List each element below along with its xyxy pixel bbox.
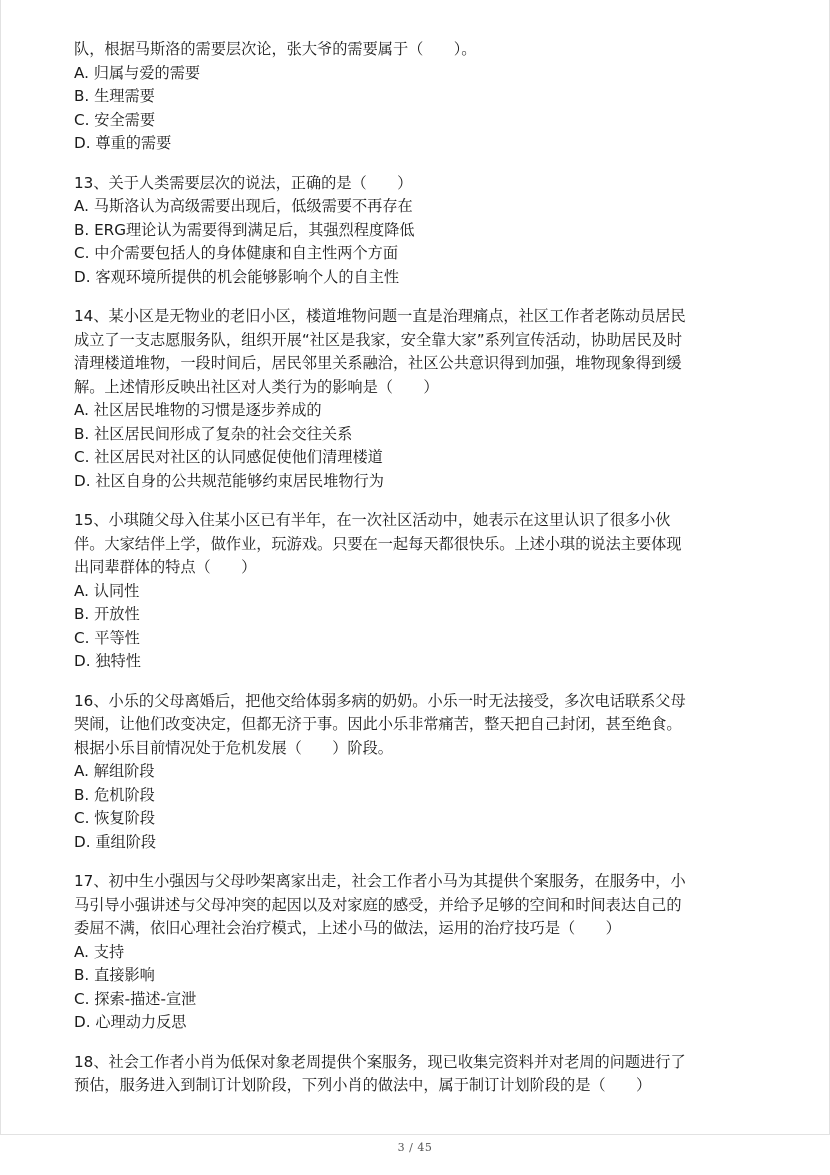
option-c: C. 安全需要 [74, 110, 156, 129]
option-c: C. 中介需要包括人的身体健康和自主性两个方面 [74, 244, 399, 262]
option-d: D. 重组阶段 [74, 832, 157, 851]
option-c: C. 社区居民对社区的认同感促使他们清理楼道 [74, 448, 383, 466]
question-stem-line: 13、关于人类需要层次的说法，正确的是（ ） [74, 173, 413, 192]
option-b: B. ERG理论认为需要得到满足后，其强烈程度降低 [74, 220, 415, 239]
option-b: B. 危机阶段 [74, 785, 155, 804]
question-block [74, 305, 764, 493]
question-stem-line: 15、小琪随父母入住某小区已有半年，在一次社区活动中，她表示在这里认识了很多小伙 [74, 511, 671, 529]
question-stem-line: 17、初中生小强因与父母吵架离家出走，社会工作者小马为其提供个案服务，在服务中，小 [74, 872, 686, 890]
question-stem-line: 18、社会工作者小肖为低保对象老周提供个案服务，现已收集完资料并对老周的问题进行了 [74, 1052, 686, 1071]
option-c: C. 平等性 [74, 628, 140, 647]
option-d: D. 心理动力反思 [74, 1013, 187, 1031]
question-stem-line: 出同辈群体的特点（ ） [74, 558, 257, 576]
option-a: A. 支持 [74, 942, 125, 961]
question-block [74, 509, 764, 674]
question-stem-line: 马引导小强讲述与父母冲突的起因以及对家庭的感受，并给予足够的空间和时间表达自己的 [74, 895, 682, 914]
question-stem-line: 伴。大家结伴上学，做作业，玩游戏。只要在一起每天都很快乐。上述小琪的说法主要体现 [74, 534, 682, 553]
document-body [74, 38, 764, 1098]
option-a: A. 认同性 [74, 581, 140, 600]
option-a: A. 马斯洛认为高级需要出现后，低级需要不再存在 [74, 197, 413, 215]
question-block [74, 1051, 764, 1098]
question-stem-line: 队，根据马斯洛的需要层次论，张大爷的需要属于（ ）。 [74, 40, 477, 58]
question-stem-line: 14、某小区是无物业的老旧小区，楼道堆物问题一直是治理痛点，社区工作者老陈动员居民 [74, 307, 686, 325]
question-block [74, 38, 764, 156]
page-number: 3 / 45 [397, 1141, 433, 1154]
option-c: C. 恢复阶段 [74, 809, 156, 827]
question-stem-line: 16、小乐的父母离婚后，把他交给体弱多病的奶奶。小乐一时无法接受，多次电话联系父母 [74, 691, 686, 710]
option-a: A. 归属与爱的需要 [74, 63, 201, 82]
question-block [74, 870, 764, 1035]
option-d: D. 独特性 [74, 652, 141, 670]
option-d: D. 尊重的需要 [74, 134, 172, 152]
option-a: A. 解组阶段 [74, 762, 155, 780]
option-d: D. 社区自身的公共规范能够约束居民堆物行为 [74, 471, 384, 490]
question-stem-line: 哭闹，让他们改变决定，但都无济于事。因此小乐非常痛苦，整天把自己封闭，甚至绝食。 [74, 715, 682, 733]
option-b: B. 生理需要 [74, 87, 155, 105]
question-block [74, 690, 764, 855]
question-stem-line: 预估，服务进入到制订计划阶段，下列小肖的做法中，属于制订计划阶段的是（ ） [74, 1076, 652, 1094]
question-stem-line: 清理楼道堆物，一段时间后，居民邻里关系融洽，社区公共意识得到加强，堆物现象得到缓 [74, 354, 682, 372]
option-b: B. 开放性 [74, 605, 140, 623]
option-b: B. 直接影响 [74, 966, 155, 984]
option-d: D. 客观环境所提供的机会能够影响个人的自主性 [74, 267, 400, 286]
question-stem-line: 解。上述情形反映出社区对人类行为的影响是（ ） [74, 377, 439, 396]
option-a: A. 社区居民堆物的习惯是逐步养成的 [74, 401, 322, 419]
question-stem-line: 成立了一支志愿服务队，组织开展“社区是我家，安全靠大家”系列宣传活动，协助居民及时 [74, 330, 683, 349]
option-b: B. 社区居民间形成了复杂的社会交往关系 [74, 424, 353, 443]
question-block [74, 172, 764, 290]
option-c: C. 探索-描述-宣泄 [74, 989, 197, 1008]
question-stem-line: 委屈不满，依旧心理社会治疗模式，上述小马的做法，运用的治疗技巧是（ ） [74, 919, 621, 937]
question-stem-line: 根据小乐目前情况处于危机发展（ ）阶段。 [74, 738, 393, 757]
